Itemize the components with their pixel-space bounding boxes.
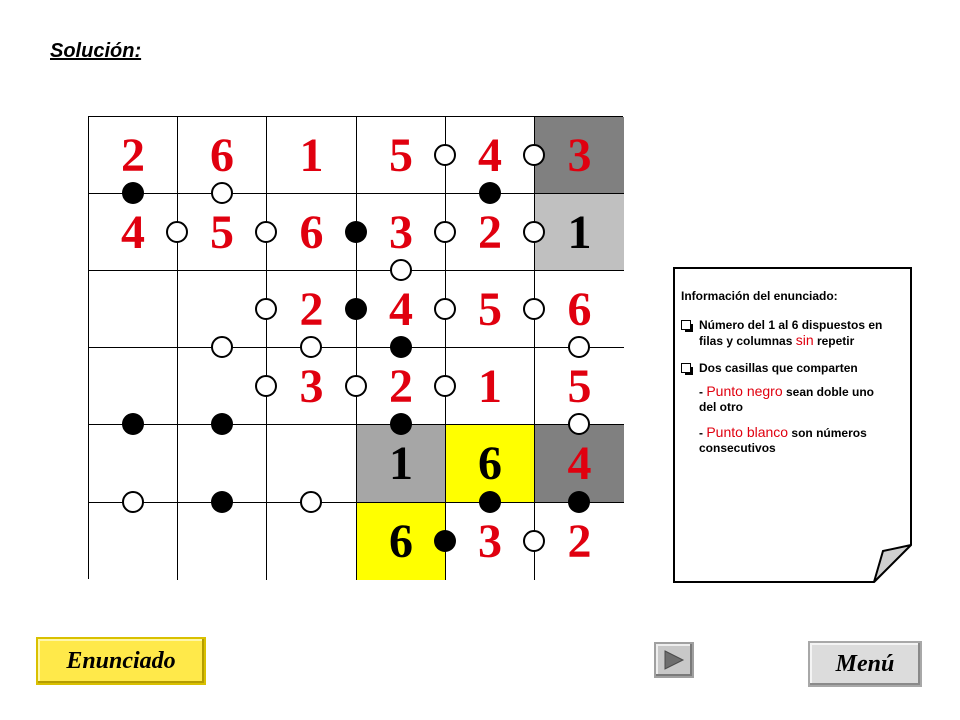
grid-cell: 6 [357,503,446,580]
black-dot-icon [434,530,456,552]
checkbox-bullet-icon [681,363,691,373]
grid-cell: 4 [89,194,178,271]
white-dot-icon [523,221,545,243]
black-dot-icon [122,413,144,435]
white-dot-icon [523,530,545,552]
info-rule-numbers-text: Número del 1 al 6 dispuestos en filas y columnas [699,318,883,348]
white-dot-icon [390,259,412,281]
white-dot-icon [211,182,233,204]
white-dot-icon [300,491,322,513]
info-panel [671,265,912,583]
grid-cell: 4 [446,117,535,194]
white-dot-icon [523,144,545,166]
grid-cell: 2 [446,194,535,271]
info-rule-dots [681,361,891,376]
black-dot-icon [568,491,590,513]
menu-button[interactable]: Menú [808,641,922,687]
grid-cell: 6 [535,271,624,348]
grid-cell: 3 [535,117,624,194]
grid-cell: 6 [178,117,267,194]
white-dot-icon [300,336,322,358]
white-dot-icon [166,221,188,243]
puzzle-board [88,116,623,579]
grid-cell: 1 [535,194,624,271]
checkbox-bullet-icon [681,320,691,330]
grid-cell: 6 [446,425,535,503]
grid-cell: 1 [267,117,357,194]
next-button[interactable] [654,642,694,678]
info-rule-numbers-after: repetir [813,334,855,348]
grid-cell: 5 [535,348,624,425]
white-dot-icon [255,221,277,243]
white-dot-label: Punto blanco [706,424,789,440]
grid-cell [178,503,267,580]
white-dot-icon [434,375,456,397]
white-dot-icon [345,375,367,397]
grid-cell: 3 [267,348,357,425]
white-dot-rule-text: son números consecutivos [699,426,867,455]
info-rule-dots-text: Dos casillas que comparten [699,361,858,375]
grid-cell: 2 [267,271,357,348]
info-rule-black-dot [699,384,891,415]
white-dot-icon [434,298,456,320]
grid-cell [267,503,357,580]
grid-cell: 3 [446,503,535,580]
enunciado-button[interactable]: Enunciado [36,637,206,685]
white-dot-icon [211,336,233,358]
white-dot-icon [255,298,277,320]
puzzle-grid [88,116,623,579]
grid-cell: 1 [357,425,446,503]
info-title: Información del enunciado: [681,289,838,303]
info-rule-numbers [681,318,891,349]
info-rule-white-dot [699,425,891,456]
black-dot-icon [345,221,367,243]
page-title: Solución: [50,40,142,62]
white-dot-icon [434,144,456,166]
info-rule-numbers-emphasis: sin [795,332,814,348]
grid-cell: 2 [89,117,178,194]
white-dot-icon [568,413,590,435]
black-dot-rule-text: sean doble uno del otro [699,385,874,414]
white-dot-icon [434,221,456,243]
dash: - [699,426,707,440]
grid-cell: 5 [446,271,535,348]
white-dot-icon [523,298,545,320]
black-dot-icon [211,413,233,435]
dash: - [699,385,707,399]
grid-cell: 1 [446,348,535,425]
grid-cell [89,271,178,348]
grid-cell: 3 [357,194,446,271]
black-dot-icon [390,413,412,435]
black-dot-label: Punto negro [706,383,783,399]
grid-cell: 6 [267,194,357,271]
grid-cell: 2 [535,503,624,580]
white-dot-icon [568,336,590,358]
grid-cell [89,503,178,580]
grid-cell: 4 [535,425,624,503]
black-dot-icon [479,182,501,204]
black-dot-icon [122,182,144,204]
grid-cell: 4 [357,271,446,348]
grid-cell: 5 [178,194,267,271]
grid-cell: 5 [357,117,446,194]
grid-cell: 2 [357,348,446,425]
white-dot-icon [255,375,277,397]
black-dot-icon [479,491,501,513]
black-dot-icon [211,491,233,513]
black-dot-icon [390,336,412,358]
white-dot-icon [122,491,144,513]
next-arrow-icon [662,649,686,671]
black-dot-icon [345,298,367,320]
